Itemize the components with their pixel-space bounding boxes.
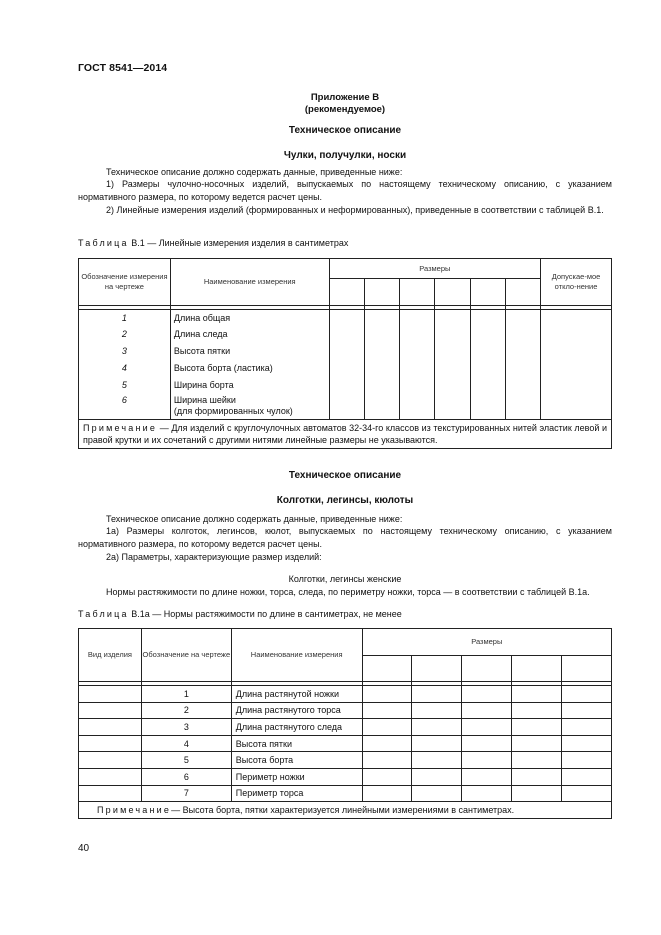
table-row: 1 Длина общая bbox=[79, 310, 612, 326]
table1-header-tolerance: Допускае-мое откло-нение bbox=[541, 259, 612, 306]
section2-paragraph-1: Техническое описание должно содержать данные, приведенные ниже: bbox=[106, 514, 403, 524]
table-row: 1 Длина растянутой ножки bbox=[79, 686, 612, 703]
table1-note-text: — Для изделий с круглочулочных автоматов 32-34-го классов из текстурированных нитей эластик левой и правой крутки и их сочетаний с другими нитями линейные размеры не указываются. bbox=[83, 423, 607, 445]
table-row: 3 Высота пятки bbox=[79, 343, 612, 360]
table2-caption bbox=[78, 609, 402, 619]
table-row: 3 Длина растянутого следа bbox=[79, 719, 612, 736]
table1-header-name: Наименование измерения bbox=[170, 259, 329, 306]
section2-heading: Техническое описание bbox=[288, 470, 402, 481]
table-row: 6 Ширина шейки (для формированных чулок) bbox=[79, 394, 612, 420]
table2-header-name: Наименование измерения bbox=[231, 629, 362, 682]
table-row: 6 Периметр ножки bbox=[79, 768, 612, 785]
table2-header-sizes: Размеры bbox=[362, 629, 611, 656]
table-row: 4 Высота борта (ластика) bbox=[79, 360, 612, 377]
section2-paragraph-2: 1а) Размеры колготок, легинсов, кюлот, выпускаемых по настоящему техническому описанию, с указанием нормативного размера, по которому ведется расчет цены. bbox=[78, 526, 612, 549]
table-row: 5 Ширина борта bbox=[79, 377, 612, 394]
section1-subheading: Чулки, получулки, носки bbox=[283, 150, 407, 161]
table1-caption bbox=[78, 238, 348, 248]
table2-note-text: — Высота борта, пятки характеризуется линейными измерениями в сантиметрах. bbox=[171, 805, 515, 816]
table1-caption-text: В.1 — Линейные измерения изделия в сантиметрах bbox=[128, 238, 349, 248]
table-row: 5 Высота борта bbox=[79, 752, 612, 769]
table1-header-code: Обозначение измерения на чертеже bbox=[79, 259, 171, 306]
section1-paragraph-2: 1) Размеры чулочно-носочных изделий, выпускаемых по настоящему техническому описанию, с указанием нормативного размера, по которому ведется расчет цены. bbox=[78, 179, 612, 202]
table2-header-kind: Вид изделия bbox=[79, 629, 142, 682]
table1-note-word: Примечание bbox=[83, 423, 158, 433]
table-row: 2 Длина следа bbox=[79, 326, 612, 343]
table1-caption-word: Таблица bbox=[78, 238, 129, 248]
table2-caption-word: Таблица bbox=[78, 609, 129, 619]
table2-note bbox=[79, 802, 612, 819]
standard-header: ГОСТ 8541—2014 bbox=[78, 62, 168, 74]
table2 bbox=[78, 628, 612, 819]
section1-paragraph-3: 2) Линейные измерения изделий (формированных и неформированных), приведенные в соответствии с таблицей В.1. bbox=[106, 205, 604, 215]
table-row: 2 Длина растянутого торса bbox=[79, 702, 612, 719]
section2-centered-line: Колготки, легинсы женские bbox=[288, 574, 402, 584]
section1-paragraph-1: Техническое описание должно содержать данные, приведенные ниже: bbox=[106, 167, 403, 177]
table2-caption-text: В.1а — Нормы растяжимости по длине в сантиметрах, не менее bbox=[128, 609, 402, 619]
table-row: 4 Высота пятки bbox=[79, 735, 612, 752]
table2-header-code: Обозначение на чертеже bbox=[141, 629, 231, 682]
table1-note bbox=[79, 420, 612, 449]
section2-paragraph-3: 2а) Параметры, характеризующие размер изделий: bbox=[106, 552, 322, 562]
table1-header-sizes: Размеры bbox=[329, 259, 540, 279]
appendix-title: Приложение В bbox=[310, 92, 380, 103]
section2-subheading: Колготки, легинсы, кюлоты bbox=[276, 495, 414, 506]
section2-paragraph-4: Нормы растяжимости по длине ножки, торса, следа, по периметру ножки, торса — в соответствии с таблицей В.1а. bbox=[106, 587, 590, 597]
appendix-subtitle: (рекомендуемое) bbox=[304, 104, 386, 115]
table2-note-word: Примечание bbox=[97, 805, 172, 816]
page-number: 40 bbox=[78, 843, 90, 854]
table-row: 7 Периметр торса bbox=[79, 785, 612, 802]
section1-heading: Техническое описание bbox=[288, 125, 402, 136]
table1 bbox=[78, 258, 612, 449]
